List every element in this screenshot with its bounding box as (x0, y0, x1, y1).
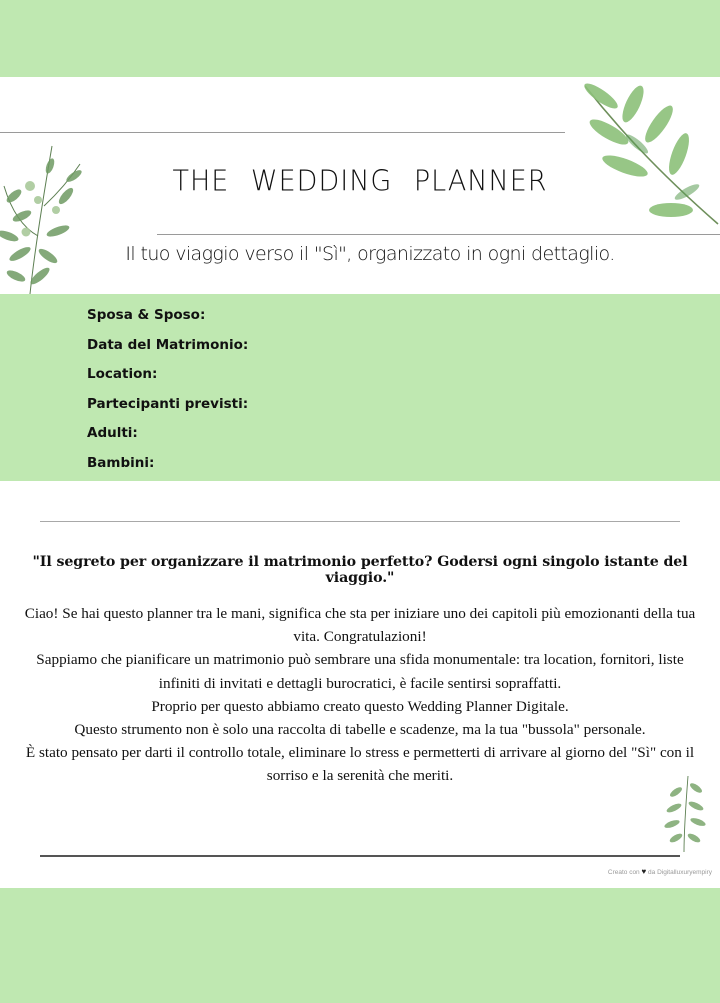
wedding-info-list (87, 305, 248, 483)
intro-quote: "Il segreto per organizzare il matrimonio perfetto? Godersi ogni singolo istante del viaggio." (32, 554, 688, 586)
field-label-couple: Sposa & Sposo: (87, 307, 206, 323)
credit-suffix: da Digitalluxuryempiry (648, 869, 712, 876)
field-label-children: Bambini: (87, 454, 155, 471)
eucalyptus-leaf-icon (0, 136, 92, 296)
field-label-adults: Adulti: (87, 425, 138, 442)
page-title: THE WEDDING PLANNER (172, 165, 548, 198)
body-line: Proprio per questo abbiamo creato questo Wedding Planner Digitale. (151, 697, 569, 715)
body-line: Questo strumento non è solo una raccolta di tabelle e scadenze, ma la tua "bussola" personale. (74, 721, 646, 739)
footer-divider (40, 855, 680, 857)
bottom-green-band (0, 888, 720, 1003)
intro-body (8, 602, 712, 788)
credit-prefix: Creato con (607, 869, 640, 876)
olive-branch-icon (575, 74, 720, 226)
top-green-band (0, 0, 720, 77)
footer-credit (560, 867, 712, 876)
body-line: È stato pensato per darti il controllo totale, eliminare lo stress e permetterti di arrivare al giorno del "Sì" con il (25, 744, 695, 762)
body-line: Sappiamo che pianificare un matrimonio può sembrare una sfida monumentale: tra location, fornitori, liste (36, 651, 684, 669)
field-label-date: Data del Matrimonio: (87, 336, 249, 353)
body-line: vita. Congratulazioni! (293, 628, 427, 646)
header-divider-bottom (157, 234, 720, 235)
field-label-guests: Partecipanti previsti: (87, 395, 249, 412)
heart-icon: ♥ (641, 867, 647, 876)
body-line: Ciao! Se hai questo planner tra le mani, significa che sta per iniziare uno dei capitoli più emozionanti della tua (24, 605, 696, 622)
page-subtitle: Il tuo viaggio verso il "Sì", organizzato in ogni dettaglio. (125, 243, 615, 265)
header-divider-top (0, 132, 565, 133)
body-line: sorriso e la serenità che meriti. (266, 767, 454, 785)
section-divider (40, 521, 680, 522)
body-line: infiniti di invitati e dettagli burocratici, è facile sentirsi sopraffatti. (158, 674, 562, 692)
field-label-location: Location: (87, 366, 158, 383)
